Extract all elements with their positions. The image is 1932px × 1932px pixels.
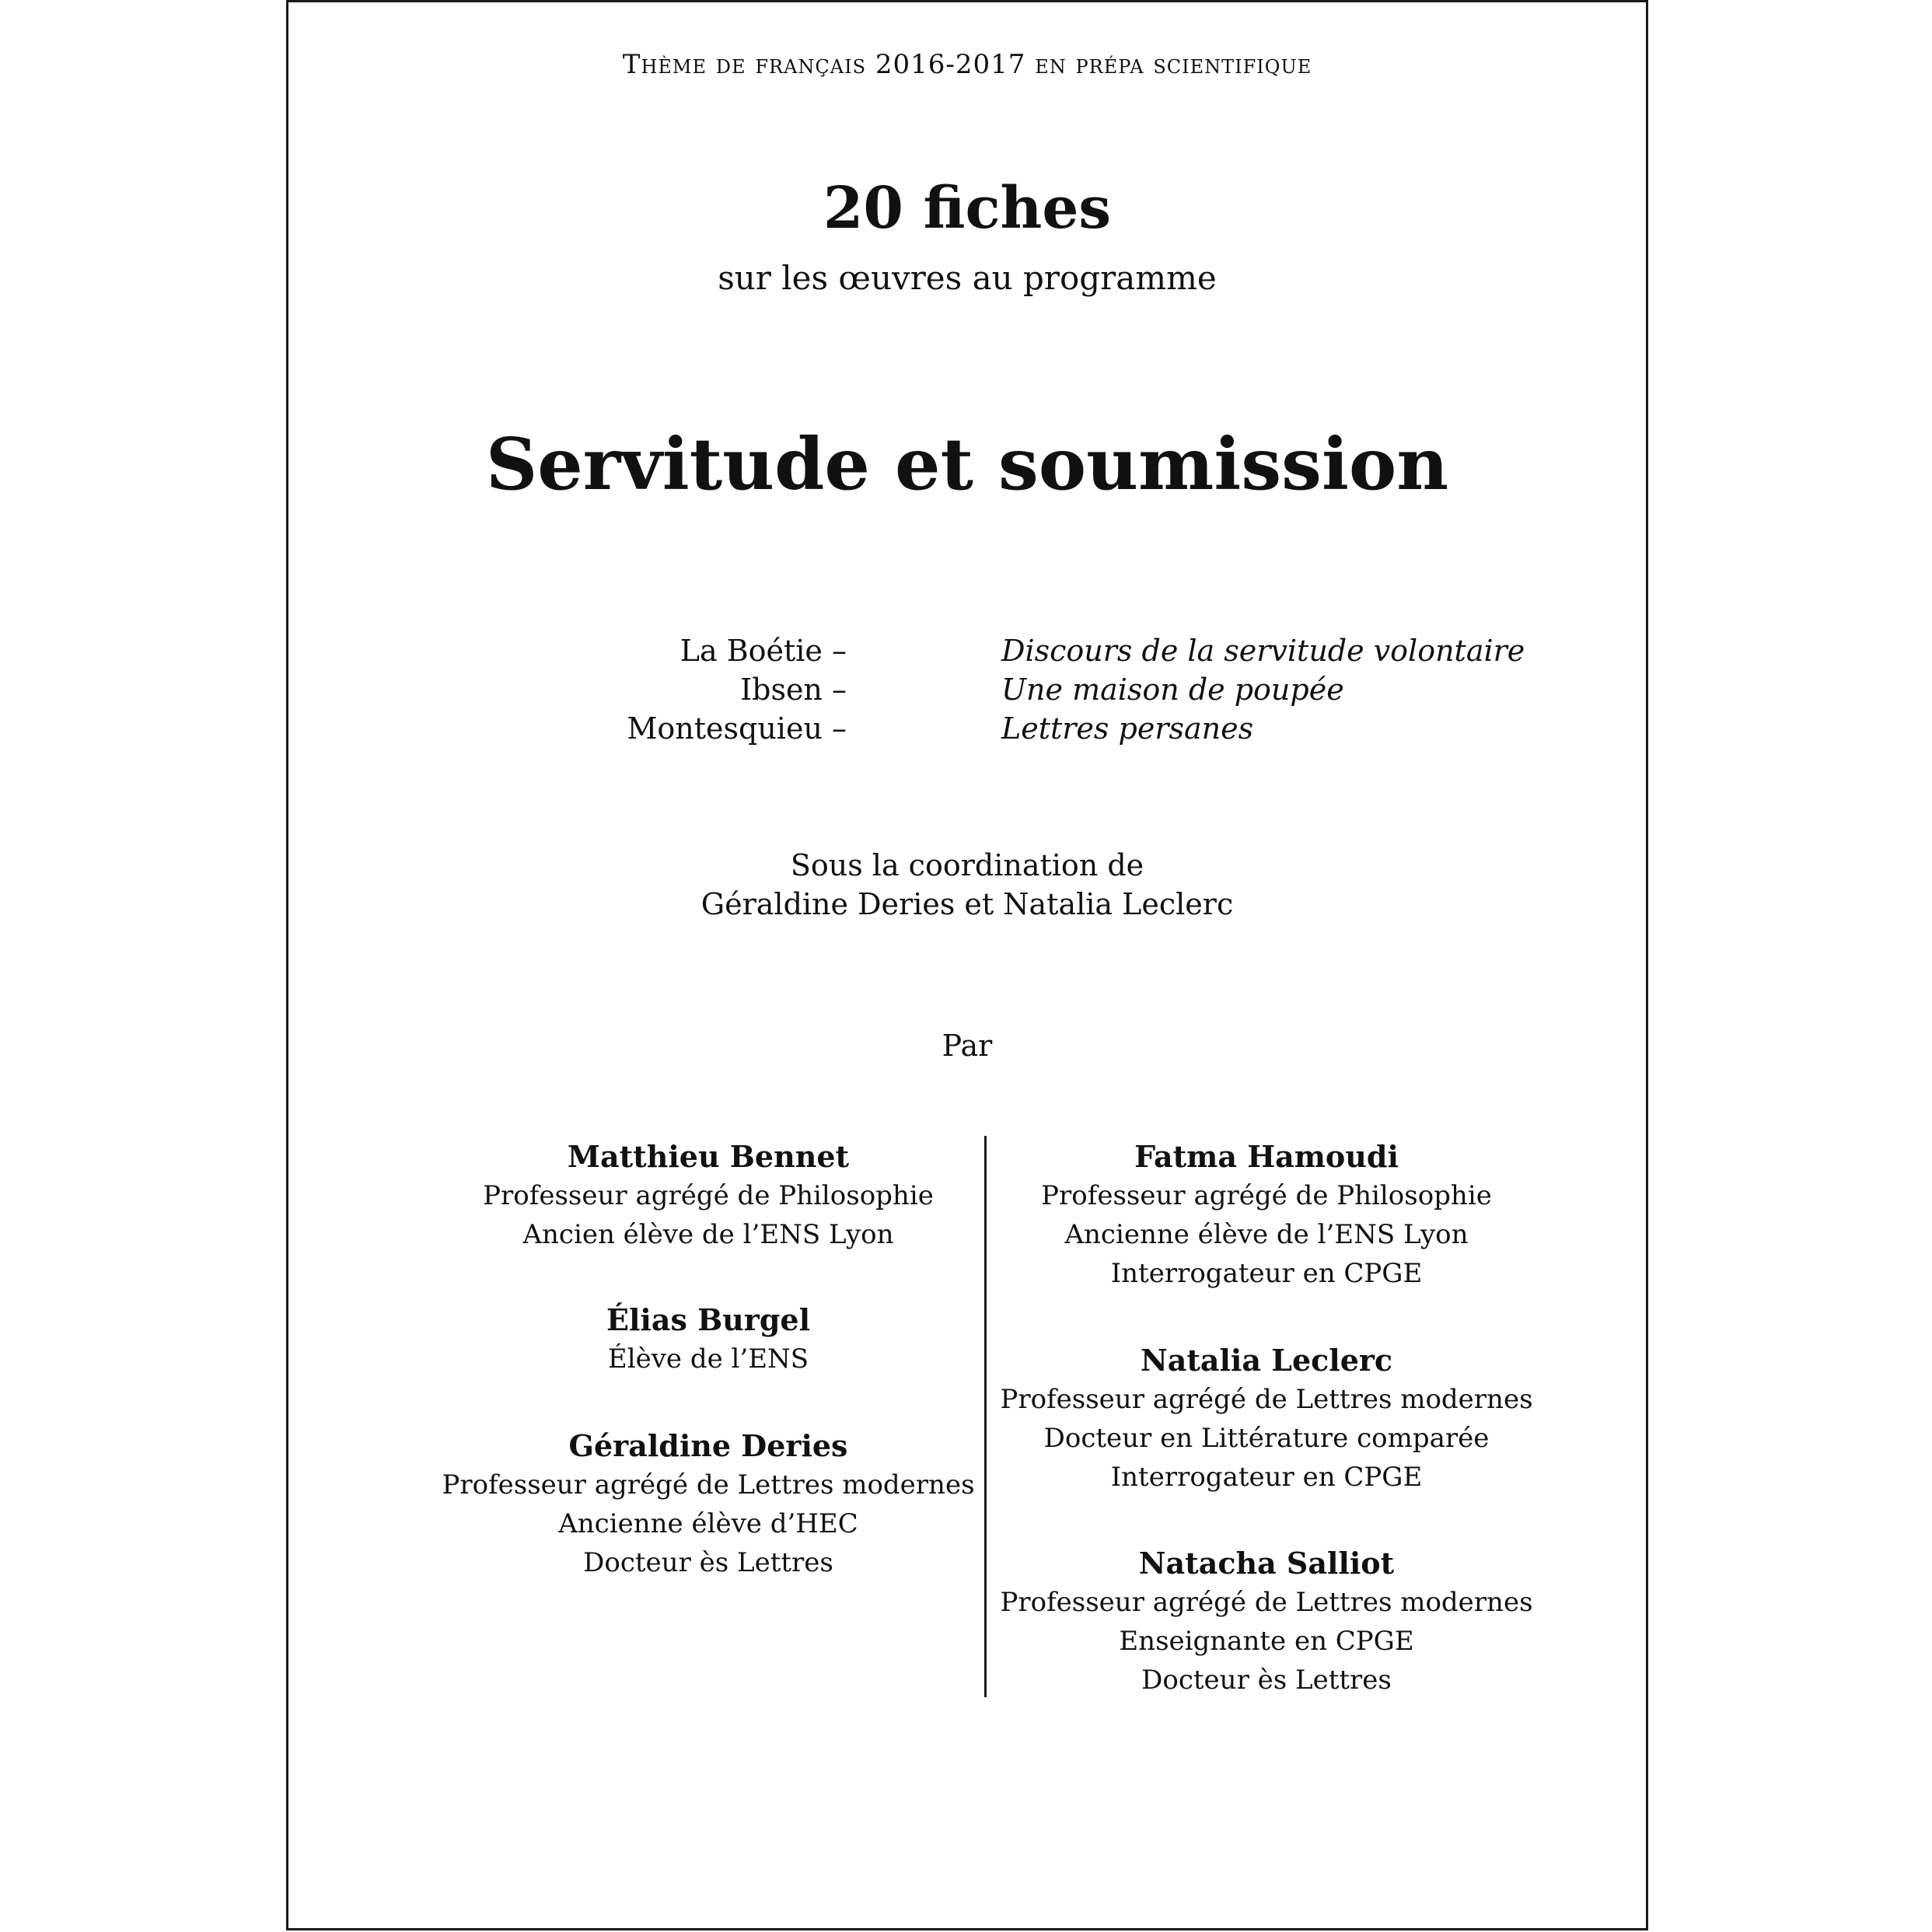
by-label: Par bbox=[942, 1029, 993, 1063]
author-credential: Docteur ès Lettres bbox=[1141, 1665, 1392, 1696]
author-credential: Professeur agrégé de Lettres modernes bbox=[1000, 1587, 1533, 1618]
title-page bbox=[286, 0, 1648, 1930]
author-entry bbox=[436, 1301, 980, 1378]
author-credential: Ancienne élève d’HEC bbox=[558, 1508, 858, 1539]
authors-left-column bbox=[436, 2, 980, 1928]
author-credential: Professeur agrégé de Lettres modernes bbox=[442, 1469, 975, 1501]
author-credential: Professeur agrégé de Lettres modernes bbox=[1000, 1384, 1533, 1415]
author-name: Géraldine Deries bbox=[568, 1428, 848, 1463]
author-entry bbox=[994, 1341, 1539, 1497]
work-title: Discours de la servitude volontaire bbox=[1001, 634, 1525, 668]
work-author: La Boétie – bbox=[680, 634, 847, 668]
author-credential: Enseignante en CPGE bbox=[1119, 1626, 1414, 1657]
fiches-subtitle: sur les œuvres au programme bbox=[718, 259, 1217, 297]
author-credential: Ancienne élève de l’ENS Lyon bbox=[1064, 1219, 1469, 1250]
author-name: Natacha Salliot bbox=[1138, 1546, 1395, 1581]
author-entry bbox=[994, 1544, 1539, 1700]
work-title: Une maison de poupée bbox=[1001, 673, 1344, 707]
author-entry bbox=[436, 1137, 980, 1254]
work-author: Montesquieu – bbox=[627, 711, 847, 746]
series-header: Thème de français 2016-2017 en prépa scientifique bbox=[622, 49, 1312, 80]
author-name: Élias Burgel bbox=[606, 1302, 811, 1337]
coordination-line: Sous la coordination de bbox=[790, 848, 1144, 882]
author-credential: Ancien élève de l’ENS Lyon bbox=[522, 1219, 894, 1250]
author-entry bbox=[994, 1137, 1539, 1293]
work-author: Ibsen – bbox=[740, 673, 847, 707]
author-credential: Docteur en Littérature comparée bbox=[1043, 1423, 1490, 1454]
work-title: Lettres persanes bbox=[1001, 711, 1254, 746]
main-title: Servitude et soumission bbox=[485, 422, 1449, 506]
authors-right-column bbox=[994, 2, 1539, 1928]
author-name: Natalia Leclerc bbox=[1140, 1343, 1393, 1378]
author-credential: Docteur ès Lettres bbox=[583, 1547, 833, 1578]
column-divider bbox=[984, 1136, 987, 1697]
author-credential: Interrogateur en CPGE bbox=[1110, 1258, 1423, 1289]
coordinators: Géraldine Deries et Natalia Leclerc bbox=[700, 887, 1234, 921]
author-name: Fatma Hamoudi bbox=[1134, 1139, 1399, 1174]
author-credential: Professeur agrégé de Philosophie bbox=[483, 1180, 934, 1211]
author-credential: Interrogateur en CPGE bbox=[1110, 1462, 1423, 1493]
author-entry bbox=[436, 1427, 980, 1582]
fiches-title: 20 fiches bbox=[823, 175, 1112, 242]
author-credential: Professeur agrégé de Philosophie bbox=[1041, 1180, 1492, 1211]
author-name: Matthieu Bennet bbox=[567, 1139, 850, 1174]
author-credential: Élève de l’ENS bbox=[607, 1343, 809, 1375]
